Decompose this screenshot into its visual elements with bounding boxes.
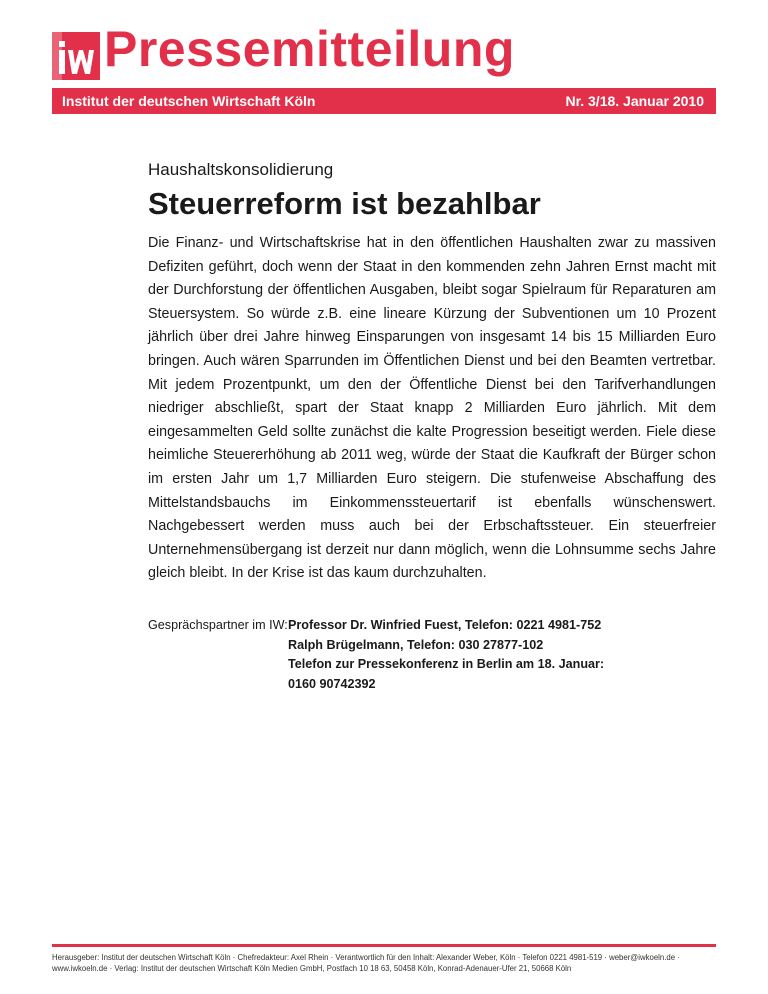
article-headline: Steuerreform ist bezahlbar — [148, 186, 541, 221]
institute-name: Institut der deutschen Wirtschaft Köln — [62, 93, 316, 109]
contact-label: Gesprächspartner im IW: — [148, 618, 288, 632]
footer-divider — [52, 944, 716, 947]
contact-line: Professor Dr. Winfried Fuest, Telefon: 0221 4981-752 — [288, 618, 602, 632]
article-kicker: Haushaltskonsolidierung — [148, 160, 334, 179]
contact-line: 0160 90742392 — [288, 676, 376, 691]
iw-logo — [52, 32, 100, 80]
contact-line: Ralph Brügelmann, Telefon: 030 27877-102 — [288, 637, 544, 652]
footer-imprint: Herausgeber: Institut der deutschen Wirtschaft Köln · Chefredakteur: Axel Rhein · Verantwortlich für den Inhalt: Alexander Weber, Köln · Telefon 0221 4981-519 · weber@iwkoeln.de · www.iwkoeln.de · Verlag: Institut der deutschen Wirtschaft Köln Medien GmbH, Postfach 10 18 63, 50458 Köln, Konrad-Adenauer-Ufer 21, 50668 Köln — [52, 953, 680, 973]
contact-line: Telefon zur Pressekonferenz in Berlin am 18. Januar: — [288, 657, 605, 671]
article-body: Die Finanz- und Wirtschaftskrise hat in den öffentlichen Haushalten zwar zu massiven Defiziten geführt, doch wenn der Staat in den kommenden zehn Jahren Ernst macht mit der Durchforstung der öffentlichen Ausgaben, bleibt sogar Spielraum für Reparaturen am Steuersystem. So würde z.B. eine lineare Kürzung der Subventionen um 10 Prozent jährlich über drei Jahre hinweg Einsparungen von insgesamt 14 bis 15 Milliarden Euro bringen. Auch wären Sparrunden im Öffentlichen Dienst und bei den Beamten vertretbar. Mit jedem Prozentpunkt, um den der Öffentliche Dienst bei den Tarifverhandlungen niedriger abschließt, spart der Staat knapp 2 Milliarden Euro jährlich. Mit dem eingesammelten Geld sollte zunächst die kalte Progression beseitigt werden. Fiele diese heimliche Steuererhöhung ab 2011 weg, würde der Staat die Kaufkraft der Bürger schon im ersten Jahr um 1,7 Milliarden Euro steigern. Die stufenweise Abschaffung des Mittelstandsbauchs im Einkommenssteuertarif ist ebenfalls wünschenswert. Nachgebessert werden muss auch bei der Erbschaftssteuer. Ein steuerfreier Unternehmensübergang ist derzeit nur dann möglich, wenn die Lohnsumme sechs Jahre gleich bleibt. In der Krise ist das kaum durchzuhalten. — [148, 235, 716, 582]
page-title: Pressemitteilung — [104, 21, 515, 77]
header-bar — [52, 88, 716, 114]
contact-lines — [288, 616, 618, 694]
issue-number-date: Nr. 3/18. Januar 2010 — [565, 93, 704, 109]
